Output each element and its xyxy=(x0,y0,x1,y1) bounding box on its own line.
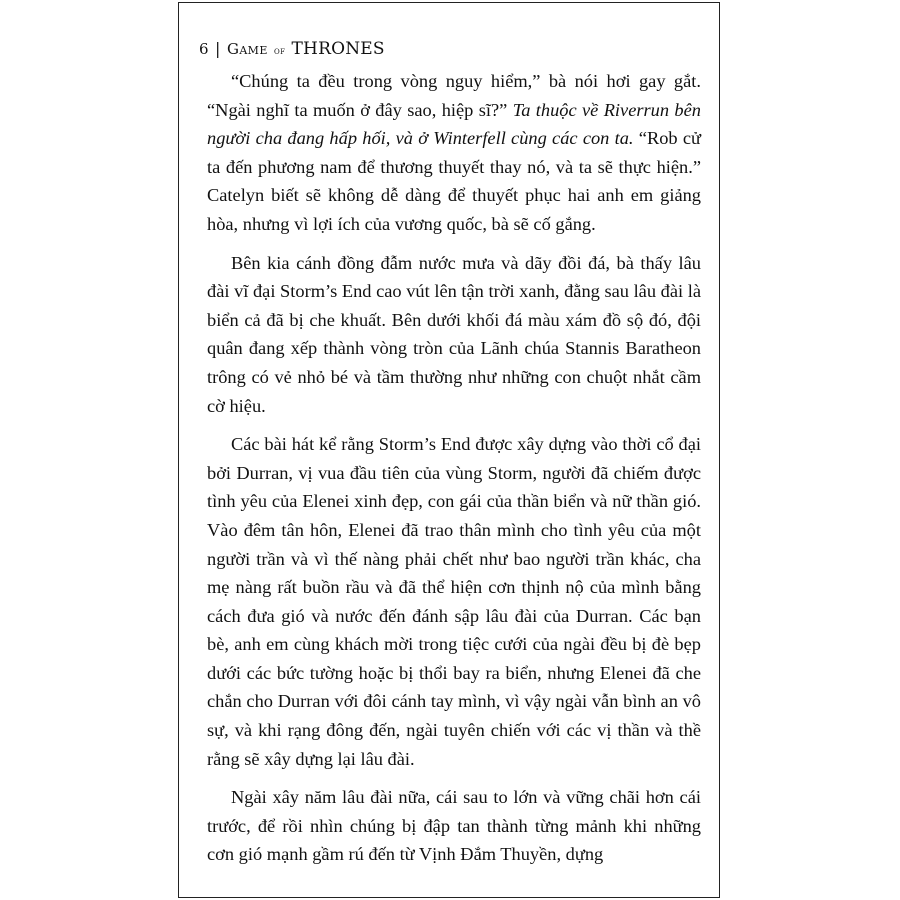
paragraph: Các bài hát kể rằng Storm’s End được xây dựng vào thời cổ đại bởi Durran, vị vua đầu tiên của vùng Storm, người đã chiếm được tình yêu của Elenei xinh đẹp, con gái của thần biển và nữ thần gió. Vào đêm tân hôn, Elenei đã trao thân mình cho tình yêu của một người trần và vì thế nàng phải chết như bao người trần khác, cha mẹ nàng rất buồn rầu và đã thể hiện cơn thịnh nộ của mình bằng cách đưa gió và nước đến đánh sập lâu đài của Durran. Các bạn bè, anh em cùng khách mời trong tiệc cưới của ngài đều bị đè bẹp dưới các bức tường hoặc bị thổi bay ra biển, nhưng Elenei đã che chắn cho Durran với đôi cánh tay mình, vì vậy ngài vẫn bình an vô sự, và khi rạng đông đến, ngài tuyên chiến với các vị thần và thề rằng sẽ xây dựng lại lâu đài. xyxy=(207,434,701,769)
paragraph-italic-text: Ta thuộc về Riverrun bên người cha đang hấp hối, và ở Winterfell cùng các con ta. xyxy=(207,99,701,149)
series-title-thrones: THRONES xyxy=(291,39,385,59)
header-separator: | xyxy=(215,39,221,58)
paragraph-text: “Rob cử ta đến phương nam để thương thuyết thay nó, và ta sẽ thực hiện.” Catelyn biết sẽ không dễ dàng để thuyết phục hai anh em giảng hòa, nhưng vì lợi ích của vương quốc, bà sẽ cố gắng. xyxy=(207,128,701,234)
paragraph xyxy=(207,67,701,239)
paragraph: Ngài xây năm lâu đài nữa, cái sau to lớn và vững chãi hơn cái trước, để rồi nhìn chúng bị đập tan thành từng mảnh khi những cơn gió mạnh gầm rú đến từ Vịnh Đắm Thuyền, dựng xyxy=(207,787,701,865)
series-title-game: Game xyxy=(226,40,268,58)
body-text xyxy=(207,67,701,869)
paragraph: Bên kia cánh đồng đẫm nước mưa và dãy đồi đá, bà thấy lâu đài vĩ đại Storm’s End cao vút lên tận trời xanh, đằng sau lâu đài là biển cả đã bị che khuất. Bên dưới khối đá màu xám đồ sộ đó, đội quân đang xếp thành vòng tròn của Lãnh chúa Stannis Baratheon trông có vẻ nhỏ bé và tầm thường như những con chuột nhắt cầm cờ hiệu. xyxy=(207,252,701,416)
running-header xyxy=(199,39,385,59)
paragraph-text: “Chúng ta đều trong vòng nguy hiểm,” bà nói hơi gay gắt. “Ngài nghĩ ta muốn ở đây sao, hiệp sĩ?” xyxy=(207,71,701,120)
book-page xyxy=(178,2,720,898)
page-number: 6 xyxy=(199,40,210,58)
series-title-of: of xyxy=(273,46,286,57)
series-title xyxy=(227,39,385,59)
